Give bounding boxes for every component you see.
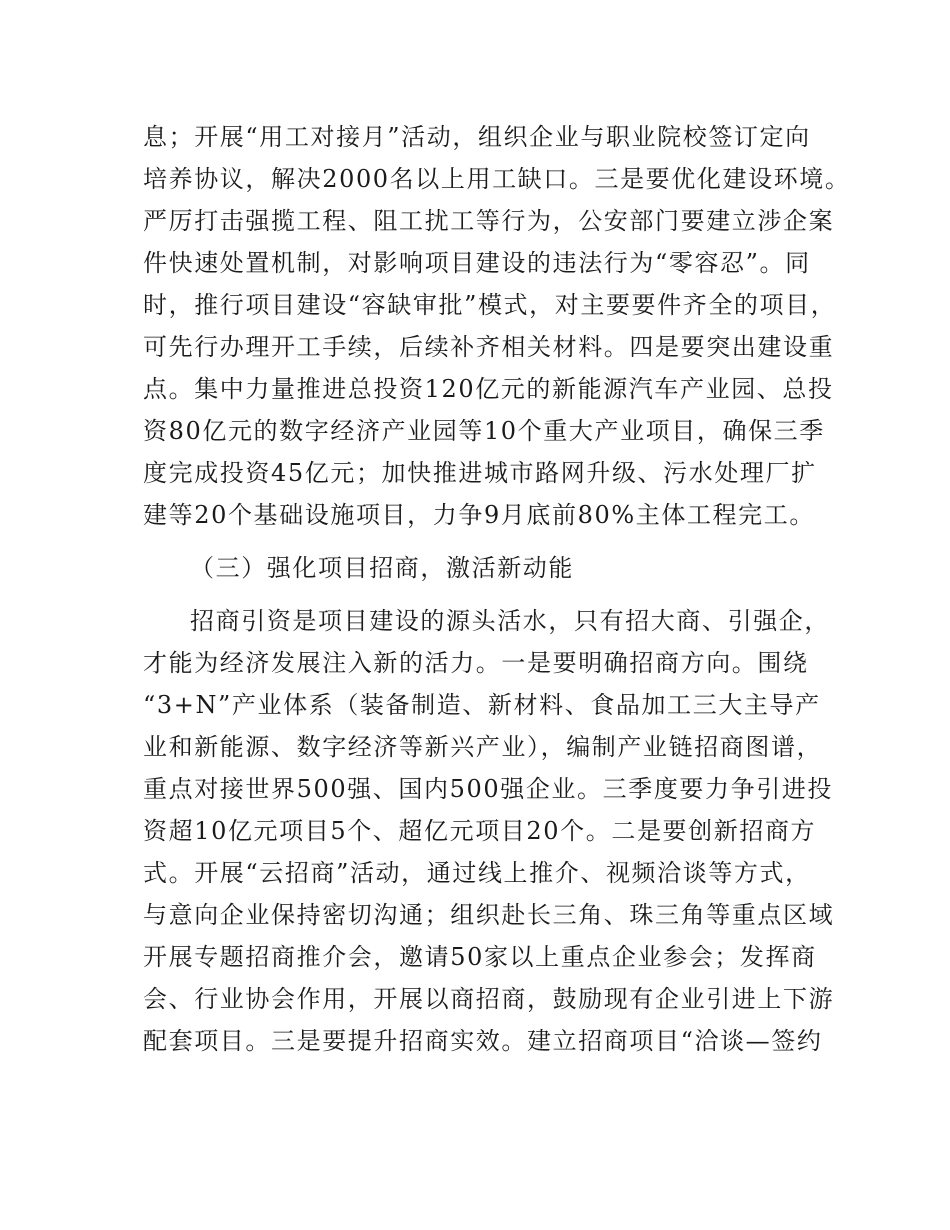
text-line: 重点对接世界500强、国内500强企业。三季度要力争引进投 <box>143 775 834 803</box>
section-heading: （三）强化项目招商，激活新动能 <box>190 554 574 582</box>
text-line: 资80亿元的数字经济产业园等10个重大产业项目，确保三季 <box>143 417 825 445</box>
text-line: 严厉打击强揽工程、阻工扰工等行为，公安部门要建立涉企案 <box>143 207 835 235</box>
text-line: 配套项目。三是要提升招商实效。建立招商项目“洽谈—签约 <box>143 1027 823 1055</box>
text-line: 时，推行项目建设“容缺审批”模式，对主要要件齐全的项目， <box>143 291 837 319</box>
text-line: 点。集中力量推进总投资120亿元的新能源汽车产业园、总投 <box>143 375 834 403</box>
text-line: 与意向企业保持密切沟通；组织赴长三角、珠三角等重点区域 <box>143 901 835 929</box>
text-line: 招商引资是项目建设的源头活水，只有招大商、引强企， <box>190 607 830 635</box>
text-line: “3+N”产业体系（装备制造、新材料、食品加工三大主导产 <box>143 691 821 719</box>
text-line: 件快速处置机制，对影响项目建设的违法行为“零容忍”。同 <box>143 249 811 277</box>
text-line: 可先行办理开工手续，后续补齐相关材料。四是要突出建设重 <box>143 333 835 361</box>
text-line: 资超10亿元项目5个、超亿元项目20个。二是要创新招商方 <box>143 817 817 845</box>
text-line: 度完成投资45亿元；加快推进城市路网升级、污水处理厂扩 <box>143 459 817 487</box>
text-line: 建等20个基础设施项目，力争9月底前80%主体工程完工。 <box>143 501 815 529</box>
text-line: 式。开展“云招商”活动，通过线上推介、视频洽谈等方式， <box>143 859 811 887</box>
text-line: 才能为经济发展注入新的活力。一是要明确招商方向。围绕 <box>143 649 809 677</box>
text-line: 培养协议，解决2000名以上用工缺口。三是要优化建设环境。 <box>143 165 851 193</box>
text-line: 开展专题招商推介会，邀请50家以上重点企业参会；发挥商 <box>143 943 817 971</box>
text-line: 业和新能源、数字经济等新兴产业），编制产业链招商图谱， <box>143 733 823 761</box>
text-line: 会、行业协会作用，开展以商招商，鼓励现有企业引进上下游 <box>143 985 835 1013</box>
text-line: 息；开展“用工对接月”活动，组织企业与职业院校签订定向 <box>143 123 811 151</box>
